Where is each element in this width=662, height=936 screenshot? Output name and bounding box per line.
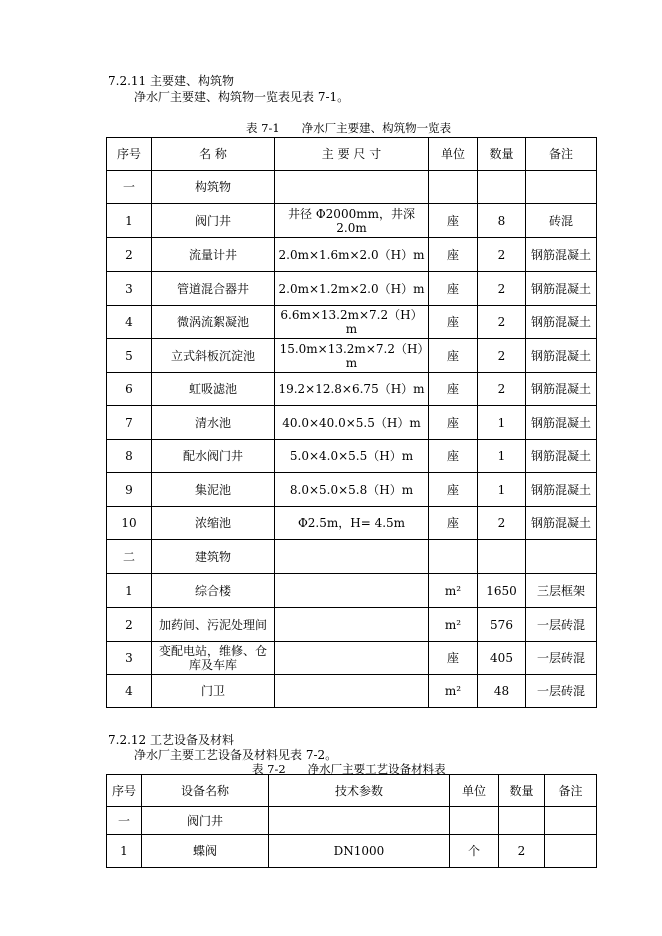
cell-unit: 座 [429, 204, 478, 238]
cell-unit: m² [429, 608, 478, 642]
cell-name: 微涡流絮凝池 [152, 306, 275, 339]
table-7-2-equipment [106, 774, 597, 868]
cell-index: 8 [107, 440, 152, 473]
cell-spec [275, 574, 429, 608]
cell-remark: 钢筋混凝土 [526, 406, 597, 440]
table-row [107, 608, 597, 642]
cell-quantity: 2 [499, 835, 545, 868]
header-unit: 单位 [429, 138, 478, 171]
cell-spec: 15.0m×13.2m×7.2（H）m [275, 339, 429, 373]
cell-name: 阀门井 [142, 807, 269, 835]
header-index: 序号 [107, 138, 152, 171]
cell-remark: 钢筋混凝土 [526, 373, 597, 406]
cell-index: 1 [107, 574, 152, 608]
cell-spec: 2.0m×1.6m×2.0（H）m [275, 238, 429, 272]
cell-name: 蝶阀 [142, 835, 269, 868]
cell-spec: DN1000 [269, 835, 450, 868]
cell-unit: 座 [429, 507, 478, 540]
cell-remark: 三层框架 [526, 574, 597, 608]
cell-quantity [478, 171, 526, 204]
cell-unit: m² [429, 574, 478, 608]
cell-unit: 个 [450, 835, 499, 868]
cell-spec: 6.6m×13.2m×7.2（H）m [275, 306, 429, 339]
table-row [107, 238, 597, 272]
cell-remark: 钢筋混凝土 [526, 339, 597, 373]
table-7-1-structures [106, 137, 597, 708]
cell-quantity: 2 [478, 507, 526, 540]
cell-spec [275, 171, 429, 204]
cell-index: 5 [107, 339, 152, 373]
cell-quantity: 2 [478, 373, 526, 406]
header-name: 名 称 [152, 138, 275, 171]
table-row [107, 373, 597, 406]
table-caption-7-2: 表 7-2 净水厂主要工艺设备材料表 [252, 762, 446, 776]
table-row [107, 642, 597, 675]
cell-quantity: 1 [478, 406, 526, 440]
header-unit: 单位 [450, 775, 499, 807]
cell-name: 综合楼 [152, 574, 275, 608]
cell-index: 一 [107, 171, 152, 204]
section-heading-7-2-12: 7.2.12 工艺设备及材料 [108, 733, 234, 747]
table-row [107, 272, 597, 306]
cell-unit [429, 171, 478, 204]
cell-remark: 一层砖混 [526, 642, 597, 675]
cell-unit: 座 [429, 642, 478, 675]
cell-quantity [478, 540, 526, 574]
cell-name: 阀门井 [152, 204, 275, 238]
section-intro-7-2-11: 净水厂主要建、构筑物一览表见表 7-1。 [134, 90, 350, 104]
cell-name: 清水池 [152, 406, 275, 440]
header-remark: 备注 [545, 775, 597, 807]
cell-index: 3 [107, 272, 152, 306]
cell-name: 加药间、污泥处理间 [152, 608, 275, 642]
cell-quantity [499, 807, 545, 835]
cell-unit [429, 540, 478, 574]
table-header-row [107, 138, 597, 171]
cell-unit: 座 [429, 339, 478, 373]
table-row [107, 440, 597, 473]
cell-spec: 19.2×12.8×6.75（H）m [275, 373, 429, 406]
cell-remark: 钢筋混凝土 [526, 238, 597, 272]
header-quantity: 数量 [478, 138, 526, 171]
cell-index: 10 [107, 507, 152, 540]
header-name: 设备名称 [142, 775, 269, 807]
cell-unit: 座 [429, 306, 478, 339]
header-spec: 主 要 尺 寸 [275, 138, 429, 171]
cell-remark: 砖混 [526, 204, 597, 238]
cell-index: 4 [107, 306, 152, 339]
cell-quantity: 1650 [478, 574, 526, 608]
cell-remark: 一层砖混 [526, 608, 597, 642]
table-row [107, 507, 597, 540]
cell-index: 2 [107, 238, 152, 272]
cell-index: 3 [107, 642, 152, 675]
cell-index: 1 [107, 204, 152, 238]
cell-spec: Φ2.5m，H= 4.5m [275, 507, 429, 540]
cell-remark: 钢筋混凝土 [526, 272, 597, 306]
cell-index: 2 [107, 608, 152, 642]
cell-index: 1 [107, 835, 142, 868]
cell-name: 流量计井 [152, 238, 275, 272]
cell-unit [450, 807, 499, 835]
table-row [107, 406, 597, 440]
cell-unit: m² [429, 675, 478, 708]
header-index: 序号 [107, 775, 142, 807]
cell-quantity: 48 [478, 675, 526, 708]
table-row [107, 171, 597, 204]
cell-remark: 一层砖混 [526, 675, 597, 708]
header-remark: 备注 [526, 138, 597, 171]
table-row [107, 306, 597, 339]
cell-remark: 钢筋混凝土 [526, 473, 597, 507]
cell-index: 4 [107, 675, 152, 708]
cell-unit: 座 [429, 406, 478, 440]
cell-index: 一 [107, 807, 142, 835]
table-row [107, 835, 597, 868]
cell-remark [526, 540, 597, 574]
cell-name: 建筑物 [152, 540, 275, 574]
cell-spec: 2.0m×1.2m×2.0（H）m [275, 272, 429, 306]
table-row [107, 339, 597, 373]
table-row [107, 473, 597, 507]
cell-spec [269, 807, 450, 835]
cell-spec: 5.0×4.0×5.5（H）m [275, 440, 429, 473]
table-row [107, 540, 597, 574]
header-spec: 技术参数 [269, 775, 450, 807]
cell-quantity: 2 [478, 238, 526, 272]
cell-spec [275, 608, 429, 642]
cell-quantity: 8 [478, 204, 526, 238]
cell-remark: 钢筋混凝土 [526, 440, 597, 473]
cell-quantity: 2 [478, 306, 526, 339]
cell-unit: 座 [429, 238, 478, 272]
cell-quantity: 2 [478, 272, 526, 306]
table-header-row [107, 775, 597, 807]
cell-spec: 40.0×40.0×5.5（H）m [275, 406, 429, 440]
table-caption-7-1: 表 7-1 净水厂主要建、构筑物一览表 [246, 121, 452, 135]
cell-remark: 钢筋混凝土 [526, 507, 597, 540]
cell-name: 虹吸滤池 [152, 373, 275, 406]
cell-quantity: 405 [478, 642, 526, 675]
cell-unit: 座 [429, 473, 478, 507]
table-row [107, 204, 597, 238]
cell-name: 门卫 [152, 675, 275, 708]
cell-index: 7 [107, 406, 152, 440]
cell-index: 9 [107, 473, 152, 507]
cell-name: 管道混合器井 [152, 272, 275, 306]
cell-unit: 座 [429, 272, 478, 306]
cell-remark [545, 807, 597, 835]
cell-quantity: 576 [478, 608, 526, 642]
cell-spec: 井径 Φ2000mm，井深 2.0m [275, 204, 429, 238]
cell-index: 6 [107, 373, 152, 406]
section-heading-7-2-11: 7.2.11 主要建、构筑物 [108, 74, 234, 88]
cell-name: 构筑物 [152, 171, 275, 204]
cell-spec [275, 675, 429, 708]
table-row [107, 807, 597, 835]
cell-remark [545, 835, 597, 868]
cell-quantity: 2 [478, 339, 526, 373]
cell-spec [275, 540, 429, 574]
cell-index: 二 [107, 540, 152, 574]
header-quantity: 数量 [499, 775, 545, 807]
cell-name: 立式斜板沉淀池 [152, 339, 275, 373]
cell-name: 变配电站，维修、仓库及车库 [152, 642, 275, 675]
cell-name: 浓缩池 [152, 507, 275, 540]
cell-quantity: 1 [478, 440, 526, 473]
cell-unit: 座 [429, 373, 478, 406]
table-row [107, 675, 597, 708]
cell-spec: 8.0×5.0×5.8（H）m [275, 473, 429, 507]
cell-quantity: 1 [478, 473, 526, 507]
table-row [107, 574, 597, 608]
cell-name: 集泥池 [152, 473, 275, 507]
cell-spec [275, 642, 429, 675]
cell-remark [526, 171, 597, 204]
cell-name: 配水阀门井 [152, 440, 275, 473]
section-intro-7-2-12: 净水厂主要工艺设备及材料见表 7-2。 [134, 748, 338, 762]
cell-unit: 座 [429, 440, 478, 473]
cell-remark: 钢筋混凝土 [526, 306, 597, 339]
